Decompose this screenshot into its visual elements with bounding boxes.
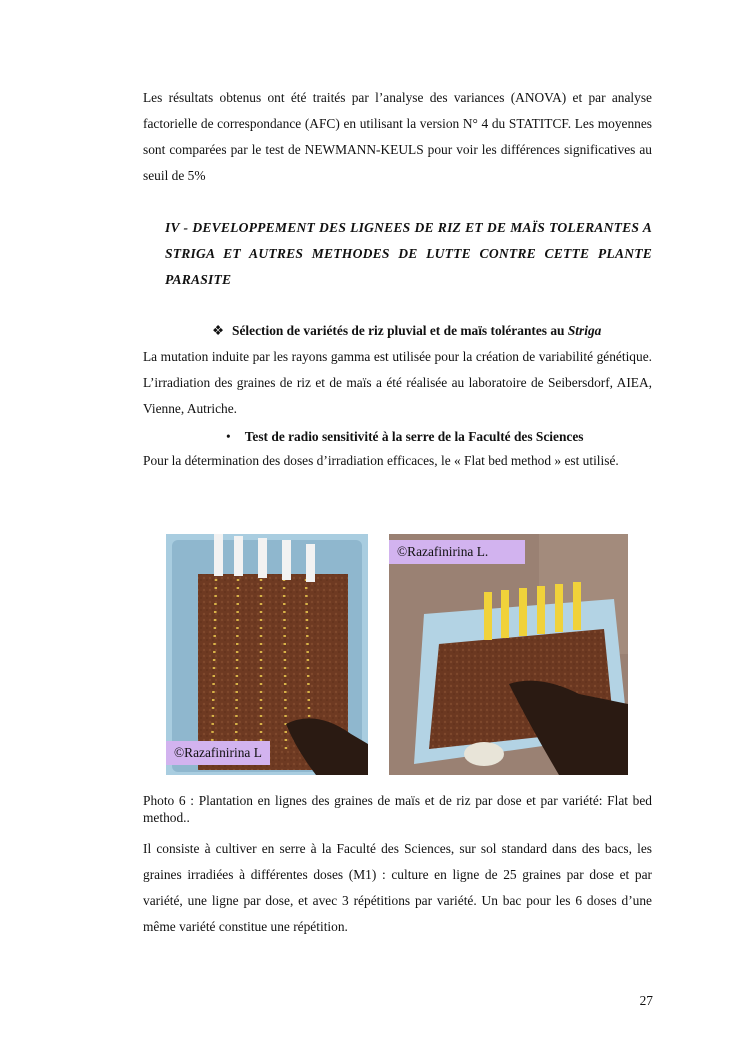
photo-right-tray xyxy=(389,534,628,775)
paragraph-flat-bed: Pour la détermination des doses d’irradiation efficaces, le « Flat bed method » est utilisé. xyxy=(143,453,619,468)
photo-credit-right: ©Razafinirina L. xyxy=(389,540,525,564)
subheading-selection xyxy=(212,322,601,340)
subheading-radio-test-text: Test de radio sensitivité à la serre de la Faculté des Sciences xyxy=(244,429,584,444)
section-heading: IV - DEVELOPPEMENT DES LIGNEES DE RIZ ET DE MAÏS TOLERANTES A STRIGA ET AUTRES METHODES DE LUTTE CONTRE CETTE PLANTE PARASITE xyxy=(165,220,652,287)
tray-photo-right-image xyxy=(389,534,628,775)
page-number: 27 xyxy=(639,993,653,1008)
subheading-selection-text: Sélection de variétés de riz pluvial et de maïs tolérantes au xyxy=(232,323,568,338)
subheading-selection-italic: Striga xyxy=(567,323,602,338)
tray-photo-left-image xyxy=(166,534,368,775)
paragraph-mutation: La mutation induite par les rayons gamma est utilisée pour la création de variabilité génétique. L’irradiation des graines de riz et de maïs a été réalisée au laboratoire de Seibersdorf, AIEA, Vienne, Autriche. xyxy=(143,349,652,416)
photo-left-tray xyxy=(166,534,368,775)
photo-caption: Photo 6 : Plantation en lignes des graines de maïs et de riz par dose et par variété: Flat bed method.. xyxy=(143,793,652,825)
subheading-radio-test xyxy=(226,428,584,446)
bullet-icon: • xyxy=(226,429,231,444)
paragraph-method-description: Il consiste à cultiver en serre à la Faculté des Sciences, sur sol standard dans des bacs, les graines irradiées à différentes doses (M1) : culture en ligne de 25 graines par dose et par variété, une ligne par dose, et avec 3 répétitions par variété. Un bac pour les 6 doses d’une même variété constitue une répétition. xyxy=(143,841,652,934)
photo-credit-left: ©Razafinirina L xyxy=(166,741,270,765)
paragraph-statistics: Les résultats obtenus ont été traités par l’analyse des variances (ANOVA) et par analyse factorielle de correspondance (AFC) en utilisant la version N° 4 du STATITCF. Les moyennes sont comparées par le test de NEWMANN-KEULS pour voir les différences significatives au seuil de 5% xyxy=(143,90,652,183)
diamond-bullet-icon: ❖ xyxy=(212,323,225,338)
